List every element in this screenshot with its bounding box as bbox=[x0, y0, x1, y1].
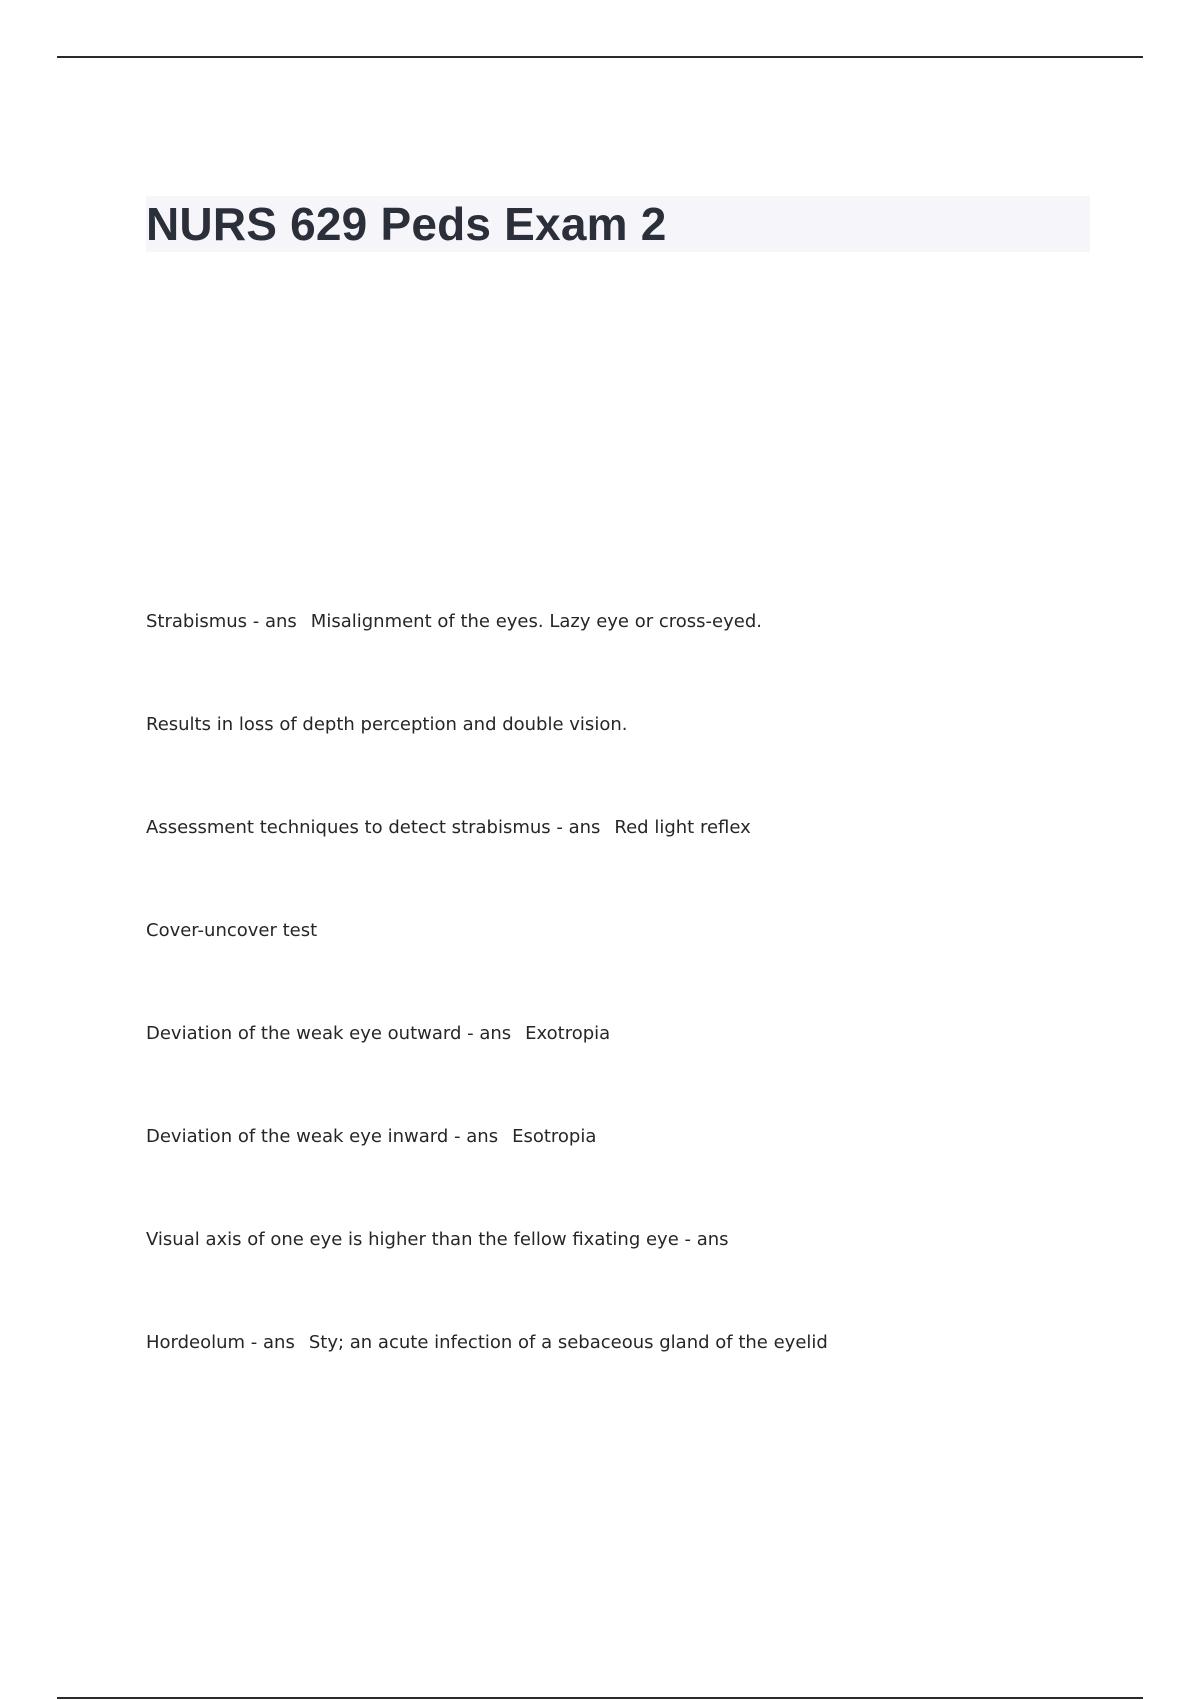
flashcard-entry bbox=[146, 610, 1090, 713]
flashcard-entry bbox=[146, 1125, 1090, 1228]
entry-term: Results in loss of depth perception and double vision. bbox=[146, 714, 628, 735]
footer-rule bbox=[57, 1697, 1143, 1699]
entry-term: Deviation of the weak eye outward - ans bbox=[146, 1023, 512, 1044]
entry-term: Hordeolum - ans bbox=[146, 1332, 295, 1353]
entry-answer: Exotropia bbox=[525, 1023, 611, 1044]
document-title: NURS 629 Peds Exam 2 bbox=[146, 198, 667, 250]
flashcard-entry bbox=[146, 919, 1090, 1022]
title-banner bbox=[146, 196, 1090, 252]
entry-answer: Sty; an acute infection of a sebaceous gland of the eyelid bbox=[308, 1332, 828, 1353]
flashcard-entry bbox=[146, 713, 1090, 816]
flashcard-list bbox=[146, 610, 1090, 1434]
entry-answer: Misalignment of the eyes. Lazy eye or cross-eyed. bbox=[310, 611, 762, 632]
flashcard-entry bbox=[146, 816, 1090, 919]
entry-term: Deviation of the weak eye inward - ans bbox=[146, 1126, 499, 1147]
entry-term: Visual axis of one eye is higher than the fellow fixating eye - ans bbox=[146, 1229, 729, 1250]
header-rule bbox=[57, 56, 1143, 58]
flashcard-entry bbox=[146, 1228, 1090, 1331]
flashcard-entry bbox=[146, 1022, 1090, 1125]
entry-answer: Red light reflex bbox=[614, 817, 751, 838]
entry-term: Assessment techniques to detect strabismus - ans bbox=[146, 817, 601, 838]
entry-term: Strabismus - ans bbox=[146, 611, 297, 632]
entry-answer: Esotropia bbox=[512, 1126, 597, 1147]
entry-term: Cover-uncover test bbox=[146, 920, 318, 941]
flashcard-entry bbox=[146, 1331, 1090, 1434]
